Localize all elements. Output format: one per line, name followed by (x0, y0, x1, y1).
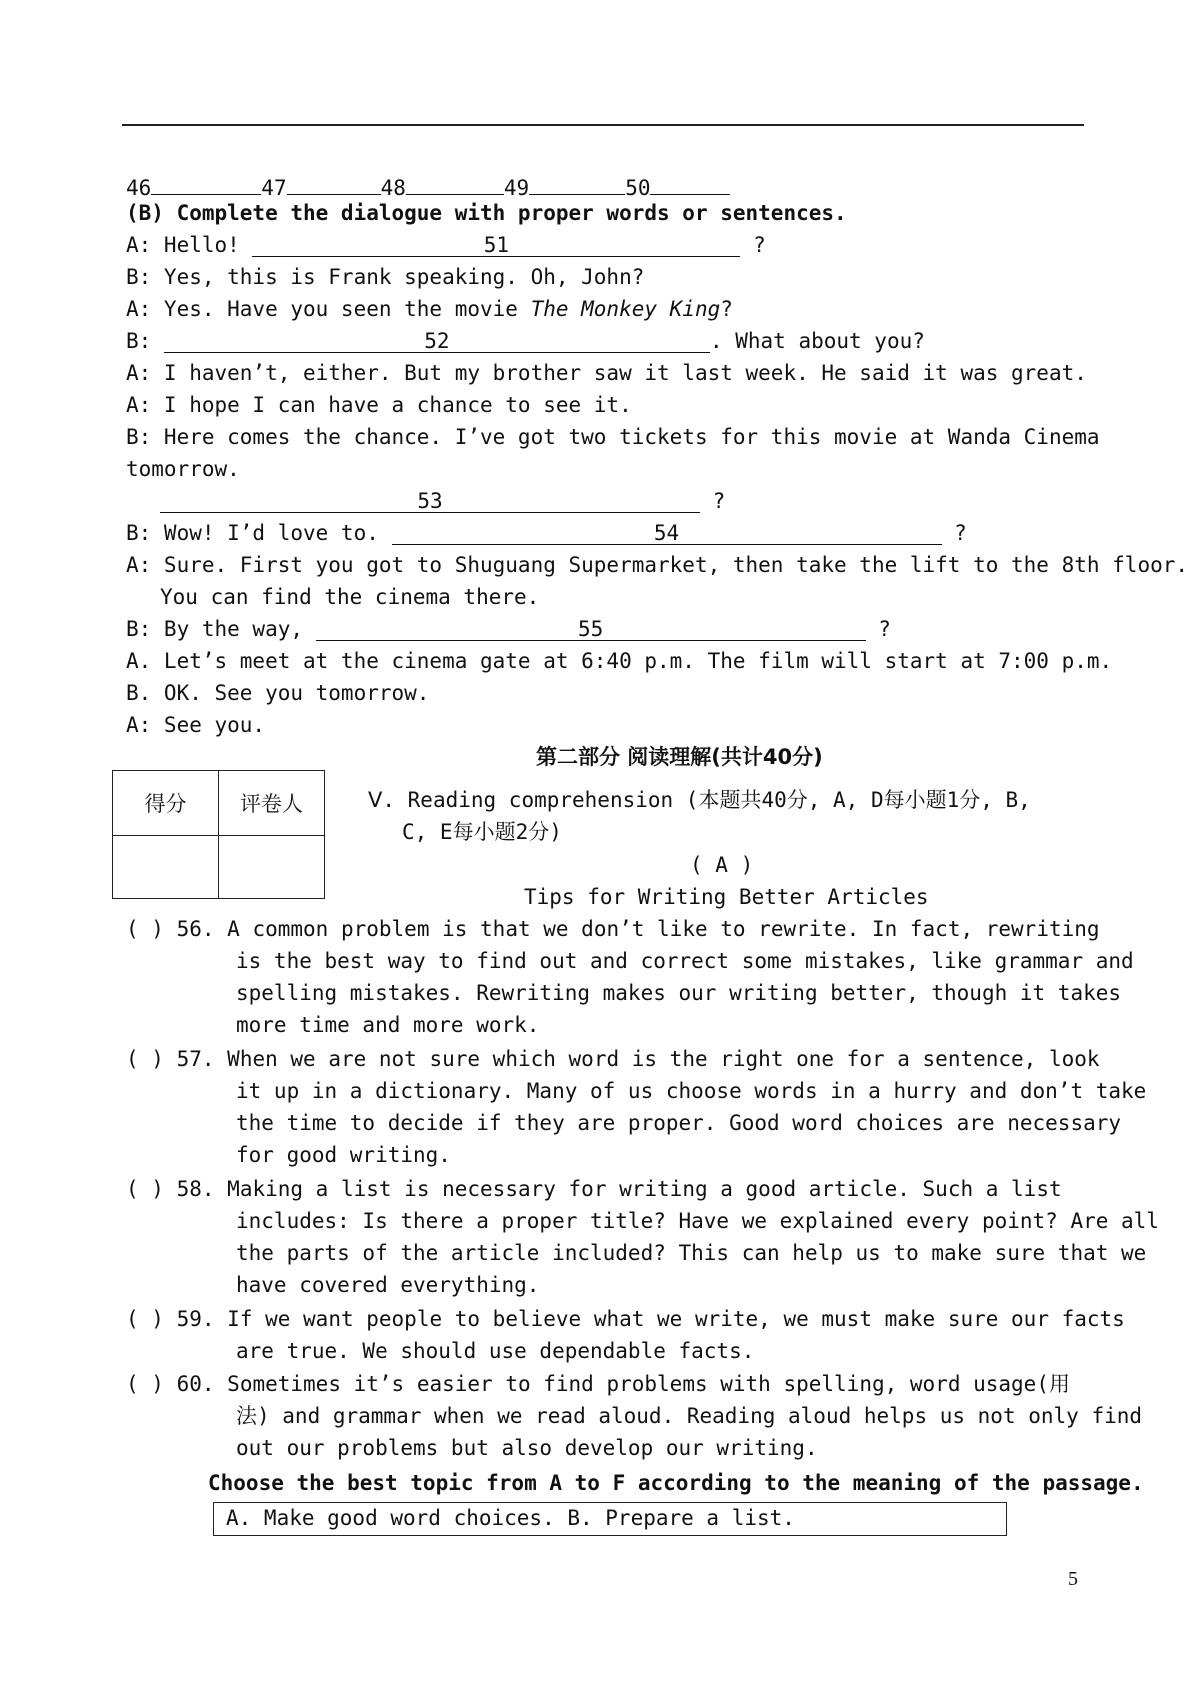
score-cell[interactable] (113, 836, 219, 899)
movie-title: The Monkey King (530, 297, 721, 321)
blank-54[interactable]: 54 (392, 518, 942, 545)
dialogue-line: A: Sure. First you got to Shuguang Supermarket, then take the lift to the 8th floor. (126, 553, 1189, 577)
dialogue-line: You can find the cinema there. (160, 585, 540, 609)
dialogue-line-53: 53 ? (160, 486, 725, 516)
dialogue-line: tomorrow. (126, 457, 240, 481)
dialogue-line: B: Here comes the chance. I’ve got two tickets for this movie at Wanda Cinema (126, 425, 1100, 449)
question-text: A common problem is that we don’t like to rewrite. In fact, rewriting (227, 917, 1100, 941)
blank-52[interactable]: 52 (164, 326, 710, 353)
grader-header: 评卷人 (219, 771, 325, 836)
question-text: Sometimes it’s easier to find problems with spelling, word usage(用 (227, 1372, 1070, 1396)
article-title: Tips for Writing Better Articles (524, 885, 929, 909)
dialogue-line: A: See you. (126, 713, 266, 737)
dialogue-line: A. Let’s meet at the cinema gate at 6:40 p.m. The film will start at 7:00 p.m. (126, 649, 1113, 673)
blank-46[interactable] (151, 168, 261, 195)
question-item (126, 914, 1100, 944)
question-text: If we want people to believe what we write, we must make sure our facts (227, 1307, 1125, 1331)
blank-label-49: 49 (503, 176, 530, 200)
question-text: Making a list is necessary for writing a good article. Such a list (227, 1177, 1062, 1201)
dialogue-line: B. OK. See you tomorrow. (126, 681, 430, 705)
blank-55[interactable]: 55 (316, 614, 866, 641)
question-text-cont: the time to decide if they are proper. Good word choices are necessary (236, 1111, 1122, 1135)
question-text-cont: more time and more work. (236, 1013, 540, 1037)
question-item (126, 1044, 1100, 1074)
dialogue-line: A: Yes. Have you seen the movie The Monkey King? (126, 297, 733, 321)
blank-53[interactable]: 53 (160, 486, 700, 513)
dialogue-line-54: B: Wow! I’d love to. 54 ? (126, 518, 967, 548)
question-item (126, 1369, 1070, 1399)
part-b-heading: (B) Complete the dialogue with proper words or sentences. (126, 201, 847, 225)
dialogue-line: B: Yes, this is Frank speaking. Oh, John? (126, 265, 645, 289)
score-header: 得分 (113, 771, 219, 836)
question-text-cont: have covered everything. (236, 1273, 540, 1297)
blank-51[interactable]: 51 (252, 230, 740, 257)
header-rule (122, 124, 1084, 126)
blank-48[interactable] (406, 168, 504, 195)
question-item (126, 1174, 1062, 1204)
question-text-cont: includes: Is there a proper title? Have we explained every point? Are all (236, 1209, 1159, 1233)
answer-bracket[interactable]: ( ) 58. (126, 1177, 215, 1201)
subsection-label: ( A ) (690, 853, 754, 877)
blank-label-47: 47 (261, 176, 287, 200)
blank-label-46: 46 (126, 176, 152, 200)
instruction: Choose the best topic from A to F according to the meaning of the passage. (208, 1471, 1144, 1495)
blank-50[interactable] (650, 168, 730, 195)
question-text-cont: is the best way to find out and correct some mistakes, like grammar and (236, 949, 1134, 973)
question-text-cont: 法) and grammar when we read aloud. Reading aloud helps us not only find (236, 1404, 1143, 1428)
dialogue-line-55: B: By the way, 55 ? (126, 614, 891, 644)
section-heading-cont: C, E每小题2分) (402, 820, 562, 844)
dialogue-line: A: I haven’t, either. But my brother saw it last week. He said it was great. (126, 361, 1087, 385)
answer-bracket[interactable]: ( ) 59. (126, 1307, 215, 1331)
question-text-cont: it up in a dictionary. Many of us choose words in a hurry and don’t take (236, 1079, 1147, 1103)
blank-label-48: 48 (380, 176, 406, 200)
options-line: A. Make good word choices. B. Prepare a list. (226, 1506, 795, 1530)
question-item (126, 1304, 1125, 1334)
blank-label-50: 50 (625, 176, 651, 200)
question-text: When we are not sure which word is the right one for a sentence, look (227, 1047, 1100, 1071)
dialogue-line: A: I hope I can have a chance to see it. (126, 393, 632, 417)
dialogue-line-52: B: 52 . What about you? (126, 326, 925, 356)
page-number: 5 (1068, 1568, 1078, 1590)
answer-bracket[interactable]: ( ) 60. (126, 1372, 215, 1396)
question-text-cont: out our problems but also develop our writing. (236, 1436, 818, 1460)
part-two-title: 第二部分 阅读理解(共计40分) (536, 745, 823, 769)
dialogue-line-51: A: Hello! 51 ? (126, 230, 766, 260)
blank-47[interactable] (287, 168, 381, 195)
answer-bracket[interactable]: ( ) 57. (126, 1047, 215, 1071)
grader-cell[interactable] (219, 836, 325, 899)
question-text-cont: for good writing. (236, 1143, 451, 1167)
question-text-cont: the parts of the article included? This can help us to make sure that we (236, 1241, 1147, 1265)
question-text-cont: are true. We should use dependable facts. (236, 1339, 755, 1363)
section-heading: Ⅴ. Reading comprehension (本题共40分, A, D每小题1分, B, (368, 788, 1031, 812)
question-text-cont: spelling mistakes. Rewriting makes our writing better, though it takes (236, 981, 1122, 1005)
answer-bracket[interactable]: ( ) 56. (126, 917, 215, 941)
score-table (112, 770, 325, 899)
blank-49[interactable] (529, 168, 625, 195)
